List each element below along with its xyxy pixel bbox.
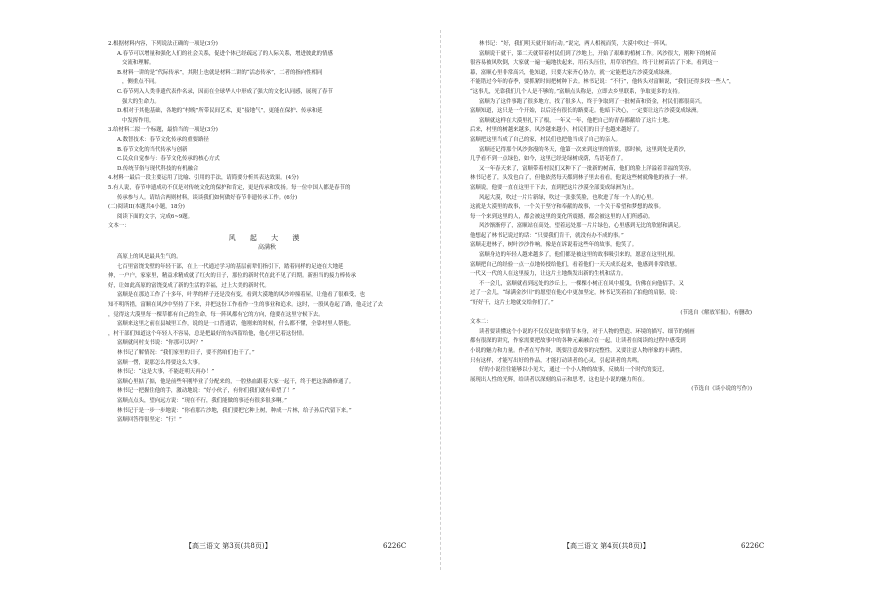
right-text-line: 都有很深的讲究，作家需要把故事中的各种元素融合在一起，让读者在阅读的过程中感受到 <box>470 338 686 345</box>
right-page-footer-title: 【高三语文 第4页(共8页)】 <box>563 542 650 550</box>
left-text-line: ，觉得这大漠里每一棵草都有自己的生命，每一阵风都有它的方向，他要在这里守候下去。 <box>108 311 324 318</box>
left-text-line: D.相对于其他基础，各地的“村晚”所带民间艺术，更“接地气”，更能在保护、传承和延 <box>117 108 323 115</box>
right-text-line: 富顺走进林子，树叶沙沙作响，像是在诉说着这些年的故事，他笑了。 <box>470 242 638 249</box>
left-text-line: 林书记于是一步一步地说：“你看那片沙地，我们要把它种上树，种成一片林，给子孙后代留下来。” <box>117 407 352 414</box>
right-text-line: 富顺知道，这只是一个开始，以后还有很长的路要走。他暗下决心，一定要让这片沙漠变成绿洲。 <box>470 108 702 115</box>
left-text-line: ，侧重点不同。 <box>122 79 160 86</box>
left-text-line: 文本一： <box>108 223 130 230</box>
left-text-line: B.材料一讲的是“代际传承”，其附上也就是材料二讲的“活态传承”，二者的指向性相同 <box>117 69 323 76</box>
left-text-line: B.春节文化的当代传承与创新 <box>117 146 188 153</box>
right-text-line: 富顺为了这件事跑了很多地方，找了很多人，终于争取到了一批树苗和资金，村民们都很高兴。 <box>479 98 706 105</box>
left-page-footer-code: 6226C <box>383 542 407 550</box>
right-text-line: 展现出人性的光辉，给读者以深刻的启示和思考，这也是小说的魅力所在。 <box>470 376 648 383</box>
left-text-line: 富顺来这里之前在县城里工作，说的是一口普通话，他刚来的时候，什么都不懂，全靠村里人帮他。 <box>117 321 355 328</box>
left-text-line: 高原上的风是最具生气的。 <box>117 254 182 261</box>
right-text-line: 幕，富顺心里非常高兴，他知道，只要大家齐心协力，就一定能把这片沙漠变成绿洲。 <box>470 69 675 76</box>
right-text-line: 富顺还记得那个风沙弥漫的冬天，他第一次来到这里的情景，那时候，这里到处是黄沙， <box>479 146 690 153</box>
right-text-line: 风起大漠，吹过一片片新绿，吹过一张张笑脸，也吹进了每一个人的心里。 <box>479 194 657 201</box>
right-text-line: 一代又一代的人在这里接力，让这片土地焕发出新的生机和活力。 <box>470 271 627 278</box>
left-text-line: 好，让如此高原的富饶变成了新的生活的幸福，过上大美的新时代。 <box>108 282 270 289</box>
right-text-line: 只有这样，才能写出好的作品，才能打动读者的心灵，引起读者的共鸣。 <box>470 357 643 364</box>
right-text-line: 风沙渐渐停了，富顺站在高处，望着远处那一片片绿色，心里感到无比的欣慰和满足。 <box>479 223 684 230</box>
right-text-line: 富顺就这样在大漠里扎下了根，一年又一年，他把自己的青春都献给了这片土地。 <box>479 117 674 124</box>
left-text-line: 2.根据材料内容，下列说法正确的一项是(3分) <box>108 41 218 47</box>
right-text-line: 这就是大漠里的故事，一个关于坚守和奉献的故事，一个关于希望和梦想的故事。 <box>470 204 665 211</box>
left-text-line: C.民众自觉参与：春节文化传承的核心方式 <box>117 156 220 163</box>
right-text-line: 每一个来到这里的人，都会被这里的变化所震撼，都会被这里的人们所感动。 <box>470 213 654 220</box>
left-text-line: A.数智技术：春节文化传承的重要路径 <box>117 136 209 143</box>
right-text-line: 他想起了林书记说过的话：“只要我们肯干，就没有办不成的事。” <box>470 232 624 239</box>
left-text-line: 富顺就问村支书说：“你那可以吗？” <box>117 340 204 347</box>
right-text-line: 不一会儿，富顺就看到远处的沙丘上，一棵棵小树正在风中摇曳，仿佛在向他招手。又 <box>479 280 684 287</box>
left-text-line: 4.材料一最后一段主要运用了比喻、引用的手法，请简要分析其表达效果。(4分) <box>108 175 299 182</box>
left-text-line: 知不明所措，富顺在风沙中坚持了下来，并把这份工作看作一生的事业和追求。这时，一股风卷起了路，他走过了去 <box>108 302 383 309</box>
left-text-line: 富顺点点头，望向远方说：“现在不行，我们能做的事还有很多很多啊。” <box>117 397 287 404</box>
left-text-line: 七百里富饶戈壁的年轻干部，在上一代通过学习的基层前辈们指引下，踏着同样的足迹在大地延 <box>117 263 344 270</box>
left-text-line: 富顺回答得很坚定：“行！” <box>117 417 182 424</box>
left-page-footer-title: 【高三语文 第3页(共8页)】 <box>185 542 272 550</box>
left-text-line: C.春节列入人类非遗代表作名录，因而在全球华人中形成了强大的文化认同感，展现了春节 <box>117 88 333 95</box>
left-text-line: ，村干部们知道这个年轻人不容易，总是把最好的东西留给他，他心里记着这份情。 <box>108 330 308 337</box>
left-text-line: 风 起 大 漠 <box>228 233 306 242</box>
right-text-line: 富顺身边的年轻人越来越多了，他们都是被这里的故事吸引来的，愿意在这里扎根。 <box>479 252 679 259</box>
page-fold-divider <box>440 30 441 570</box>
left-text-line: 阅读下面的文字，完成6~9题。 <box>117 213 194 220</box>
left-text-line: 林书记：“这是大事，不能赶明天再办！” <box>117 369 215 376</box>
right-text-line: “这事儿，光靠我们几个人是不够的。”富顺点头称是，立即去乡里联系，争取更多的支持。 <box>470 88 684 95</box>
left-text-line: 富顺一愣，说那怎么得要这么大事。 <box>117 359 204 366</box>
left-text-line: A.春节可以增量和强化人们的社会关系，促进个体已经疏远了的人际关系，增进彼此的情感 <box>117 50 333 57</box>
right-text-line: 读者要读懂这个小说的不仅仅是故事情节本身，对于人物的塑造、环境的描写、细节的刻画 <box>479 328 695 335</box>
right-text-line: 富顺说，他要一直在这里干下去，直到把这片沙漠全部变成绿洲为止。 <box>470 184 638 191</box>
right-text-line: (节选自《谈小说的写作》) <box>691 386 752 393</box>
right-page-text <box>470 40 752 395</box>
right-text-line: 小说的魅力和力量。作者在写作时，既要注意故事的完整性，又要注意人物形象的丰满性， <box>470 348 686 354</box>
left-text-line: 富顺是在那边工作了十多年，叶孝的样子还是没有变，看到大漠地的风沙冲撞着屋，让他看了很难受，也 <box>117 292 365 299</box>
right-text-line: 富顺说干就干，第二天就带着村民们到了沙地上，开始了艰难的植树工作。风沙很大，刚种下的树苗 <box>479 50 717 57</box>
right-text-line: 很容易被风吹倒，大家就一遍一遍地扶起来，用石头压住，用草帘挡住，终于让树苗活了下来。看到这一 <box>470 60 718 67</box>
right-text-line: “好好干，这片土地就交给你们了。” <box>470 300 554 307</box>
left-text-line: 高满秋 <box>257 244 276 252</box>
left-text-line: 5.有人说，春节申遗成功不仅是对传统文化的保护和肯定，更是传承和发扬。每一位中国人都是春节的 <box>108 184 351 191</box>
right-text-line: 不能错过今年的春季，要抓紧时间把树种下去。林书记说：“不行”，他转头对富顺说，“我们还得多找一些人”， <box>470 79 735 86</box>
left-text-line: 伸，一户户，家家里，精益求精成就了红火的日子，那位的新时代在此不见了归期。新担当的接力棒传承 <box>108 273 356 280</box>
right-text-line: 林书记老了，头发也白了，但他依然每天都到林子里去看看，他说这些树就像他的孩子一样。 <box>470 175 692 182</box>
right-text-line: 几乎看不到一点绿色，如今，这里已经是绿树成荫，鸟语花香了。 <box>470 156 627 163</box>
right-page-footer-code: 6226C <box>741 542 765 550</box>
right-text-line: 过了一会儿，“绿满金沙川”的愿望在他心中更加坚定，林书记笑着拍了拍他的肩膀，说： <box>470 290 681 297</box>
left-page-text <box>108 40 426 426</box>
left-text-line: 交流和理解。 <box>122 60 155 67</box>
left-text-line: (二)阅读II(本题共4小题，18分) <box>108 204 185 211</box>
left-text-line: 富顺心里掂了掂，他是前些年刚毕业了分配来的，一腔热血跟着大家一起干，终于把这条路修通了。 <box>117 378 355 385</box>
right-text-line: 又一年春天来了，富顺带着村民们又种下了一批新的树苗，他们的脸上洋溢着幸福的笑容。 <box>479 165 695 172</box>
left-text-line: 林书记一把握住他的手，激动地说：“好小伙子，有你们我们就有希望了！” <box>117 388 296 395</box>
left-text-line: 中发挥作用。 <box>122 117 155 124</box>
right-text-line: 文本二： <box>470 319 492 326</box>
right-text-line: 富顺把自己的经验一点一点地传授给他们，看着他们一天天成长起来，他感到非常欣慰。 <box>470 261 681 268</box>
right-text-line: 后来，村里的树越来越多，风沙越来越小，村民们的日子也越来越好了。 <box>470 127 643 134</box>
right-text-line: 富顺把这里当成了自己的家，村民们也把他当成了自己的亲人。 <box>470 136 621 143</box>
left-text-line: 3.给材料二拟一个标题，最恰当的一项是(3分) <box>108 127 218 134</box>
left-text-line: 林书记了解情况：“我们家里的日子，要不然咱们也干了。” <box>117 350 255 356</box>
right-text-line: 林书记：“好，我们明天就开始行动。”说完，两人相视而笑，大漠中吹过一阵风。 <box>479 41 671 47</box>
left-text-line: 传承参与人。请结合两则材料，谈谈我们如何做好春节非遗传承工作。(6分) <box>117 194 298 201</box>
right-text-line: (节选自《解放军报》，有删改) <box>680 309 752 316</box>
right-text-line: 好的小说往往能够以小见大，通过一个小人物的故事，反映出一个时代的变迁， <box>479 367 668 374</box>
left-text-line: D.传统节俗与现代科技的有机融合 <box>117 165 199 172</box>
left-text-line: 强大的生命力。 <box>122 98 160 105</box>
